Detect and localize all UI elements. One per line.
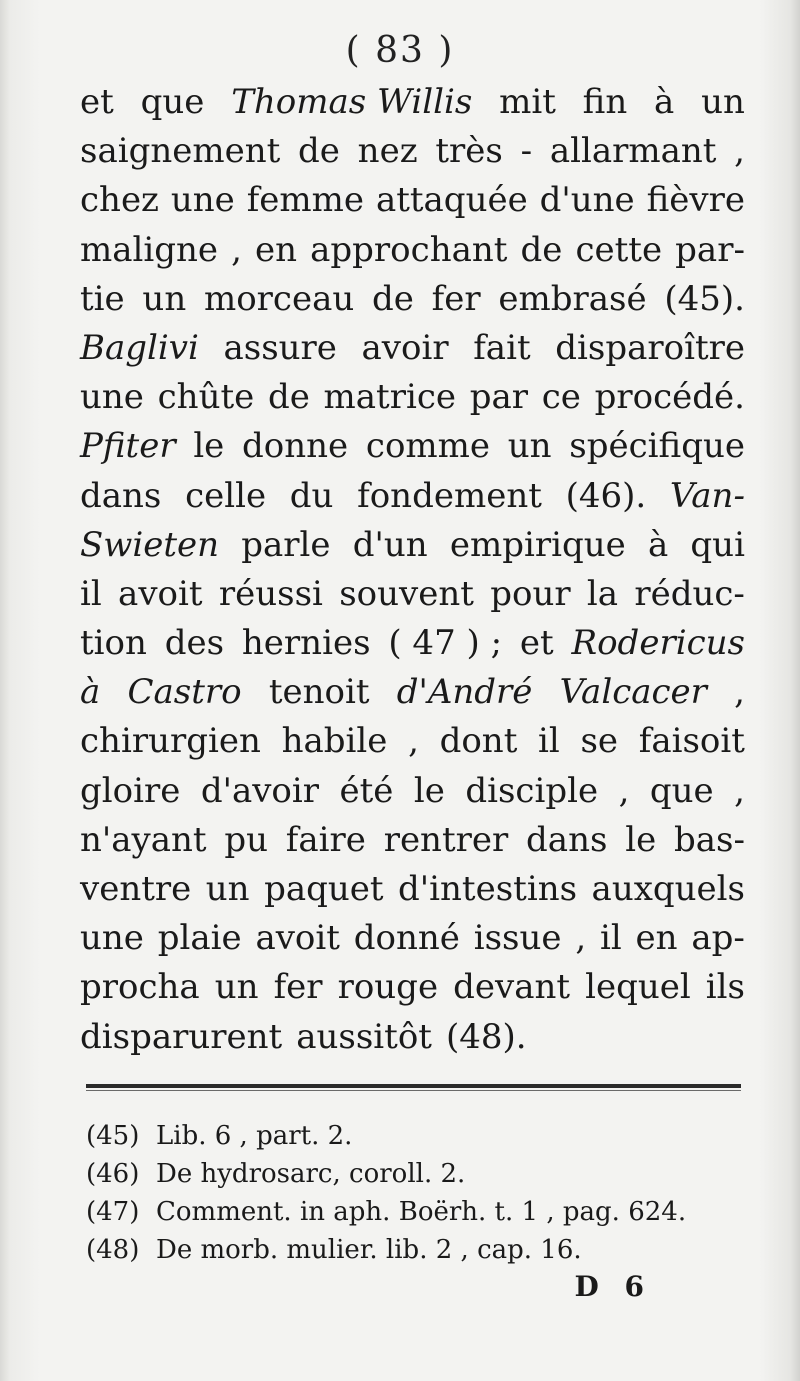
word: ,	[734, 672, 745, 713]
word: ,	[734, 131, 745, 172]
word: un	[214, 967, 259, 1008]
word: à	[80, 672, 101, 713]
word: (45).	[664, 278, 745, 319]
word: souvent	[339, 573, 474, 614]
word: une	[80, 377, 144, 418]
footnote	[86, 1231, 746, 1269]
word: allarmant	[549, 131, 717, 172]
word: bas-	[673, 819, 745, 860]
word: attaquée	[375, 180, 528, 221]
word: ,	[734, 770, 745, 811]
text-line	[80, 717, 745, 766]
word: hernies	[241, 623, 371, 664]
word: réussi	[218, 573, 323, 614]
word: le	[625, 819, 657, 860]
word: aussitôt	[296, 1016, 432, 1057]
text-line	[80, 324, 745, 373]
footnote-text: De morb. mulier. lib. 2 , cap. 16.	[156, 1235, 582, 1265]
word: chez	[80, 180, 159, 221]
word: fer	[431, 278, 481, 319]
word: fin	[582, 82, 628, 122]
word: avoir	[361, 327, 449, 368]
word: dans	[526, 819, 608, 860]
word: dans	[80, 475, 162, 516]
word: Valcacer	[559, 672, 707, 713]
word: un	[205, 869, 250, 909]
footnote-mark: (47)	[86, 1197, 140, 1227]
word: dont	[439, 721, 518, 762]
footnote-separator	[86, 1084, 741, 1088]
word: habile	[281, 721, 388, 762]
word: ,	[408, 721, 419, 762]
footnote-mark: (45)	[86, 1121, 140, 1151]
word: morceau	[203, 278, 355, 319]
word: mit	[499, 82, 556, 122]
word: très	[435, 131, 503, 172]
footnotes	[86, 1117, 746, 1269]
word: il	[538, 721, 560, 762]
word: Rodericus	[571, 623, 745, 664]
text-line	[80, 521, 745, 570]
word: se	[580, 721, 619, 762]
word: fait	[473, 327, 531, 368]
word: de	[520, 229, 563, 270]
word: il	[80, 573, 102, 614]
word: nez	[357, 131, 418, 172]
word: et	[519, 623, 554, 664]
word: fièvre	[646, 180, 745, 221]
word: avoit	[118, 573, 203, 614]
word: d'André	[396, 672, 533, 713]
page-number: ( 83 )	[345, 30, 455, 71]
text-line	[80, 472, 745, 521]
word: issue	[473, 918, 562, 959]
text-line	[80, 963, 745, 1012]
word: qui	[690, 524, 745, 565]
word: du	[289, 475, 334, 516]
word: par-	[675, 229, 745, 270]
word: ventre	[80, 869, 192, 909]
word: pu	[224, 819, 269, 860]
signature-mark: D 6	[574, 1270, 652, 1303]
word: à	[647, 524, 669, 565]
word: rentrer	[383, 819, 509, 860]
word: disciple	[465, 770, 599, 811]
footnote-mark: (48)	[86, 1235, 140, 1265]
word: faire	[285, 819, 366, 860]
word: été	[339, 770, 394, 811]
word: Swieten	[80, 524, 220, 565]
word: pour	[490, 573, 571, 614]
word: rouge	[337, 967, 439, 1008]
word: d'avoir	[200, 770, 320, 811]
word: ils	[705, 967, 745, 1008]
text-line	[80, 373, 745, 422]
word: d'une	[539, 180, 635, 221]
word: réduc-	[634, 573, 745, 614]
text-line	[80, 619, 745, 668]
word: disparurent	[80, 1016, 283, 1057]
word: de	[372, 278, 414, 319]
text-line	[80, 1013, 745, 1062]
text-line	[80, 127, 745, 176]
word: tie	[80, 278, 125, 319]
word: (46).	[565, 475, 647, 516]
word: gloire	[80, 770, 181, 811]
body-text	[80, 78, 745, 1062]
word: fer	[273, 967, 323, 1008]
text-line	[80, 570, 745, 619]
text-line	[80, 865, 745, 914]
word: paquet	[264, 869, 384, 909]
word: embrasé	[498, 278, 647, 319]
word: parle	[241, 524, 331, 565]
word: une	[80, 918, 144, 959]
word: assure	[223, 327, 337, 368]
word: de	[298, 131, 340, 172]
word: (48).	[445, 1016, 527, 1057]
word: procha	[80, 967, 200, 1008]
word: n'ayant	[80, 819, 207, 860]
word: ap-	[691, 918, 745, 959]
word: auxquels	[591, 869, 745, 909]
text-line	[80, 176, 745, 225]
word: fondement	[357, 475, 542, 516]
word: ,	[231, 229, 242, 270]
footnote	[86, 1155, 746, 1193]
word: il	[599, 918, 622, 959]
footnote-text: Comment. in aph. Boërh. t. 1 , pag. 624.	[156, 1197, 687, 1227]
word: -	[520, 131, 533, 172]
word: comme	[365, 426, 491, 467]
word: faisoit	[638, 721, 745, 762]
text-line	[80, 422, 745, 471]
footnote-text: Lib. 6 , part. 2.	[156, 1121, 353, 1151]
word: Thomas Willis	[231, 82, 473, 122]
word: ce	[541, 377, 581, 418]
word: des	[164, 623, 225, 664]
word: Castro	[127, 672, 242, 713]
word: lequel	[585, 967, 691, 1008]
word: un	[142, 278, 187, 319]
word: de	[267, 377, 310, 418]
word: la	[586, 573, 619, 614]
word: chirurgien	[80, 721, 261, 762]
word: ,	[575, 918, 587, 959]
word: disparoître	[555, 327, 745, 368]
word: donné	[353, 918, 460, 959]
text-line	[80, 816, 745, 865]
word: et	[80, 82, 114, 122]
text-line	[80, 767, 745, 816]
word: en	[255, 229, 298, 270]
footnote	[86, 1117, 746, 1155]
word: Van-	[669, 475, 745, 516]
word: procédé.	[594, 377, 745, 418]
word: saignement	[80, 131, 281, 172]
word: tion	[80, 623, 147, 664]
text-line	[80, 78, 745, 127]
word: Baglivi	[80, 327, 199, 368]
text-line	[80, 914, 745, 963]
text-line	[80, 226, 745, 275]
word: un	[701, 82, 745, 122]
word: cette	[575, 229, 663, 270]
word: empirique	[449, 524, 626, 565]
word: une	[170, 180, 235, 221]
word: donne	[242, 426, 349, 467]
word: d'un	[352, 524, 428, 565]
word: en	[635, 918, 678, 959]
word: spécifique	[569, 426, 745, 467]
text-line	[80, 275, 745, 324]
word: ( 47 ) ;	[388, 623, 503, 664]
word: un	[507, 426, 552, 467]
text-line	[80, 668, 745, 717]
word: chûte	[157, 377, 255, 418]
footnote-text: De hydrosarc, coroll. 2.	[156, 1159, 466, 1189]
word: devant	[453, 967, 571, 1008]
word: que	[649, 770, 714, 811]
word: que	[140, 82, 205, 122]
footnote	[86, 1193, 746, 1231]
word: plaie	[157, 918, 242, 959]
word: Pfiter	[80, 426, 176, 467]
word: d'intestins	[398, 869, 578, 909]
word: femme	[246, 180, 365, 221]
word: matrice	[323, 377, 457, 418]
word: le	[193, 426, 225, 467]
footnote-separator-thin	[86, 1090, 741, 1091]
word: approchant	[310, 229, 508, 270]
word: ,	[618, 770, 630, 811]
word: maligne	[80, 229, 219, 270]
word: le	[413, 770, 445, 811]
word: celle	[185, 475, 267, 516]
word: à	[654, 82, 675, 122]
word: avoit	[255, 918, 340, 959]
word: par	[469, 377, 529, 418]
footnote-mark: (46)	[86, 1159, 140, 1189]
word: tenoit	[268, 672, 370, 713]
